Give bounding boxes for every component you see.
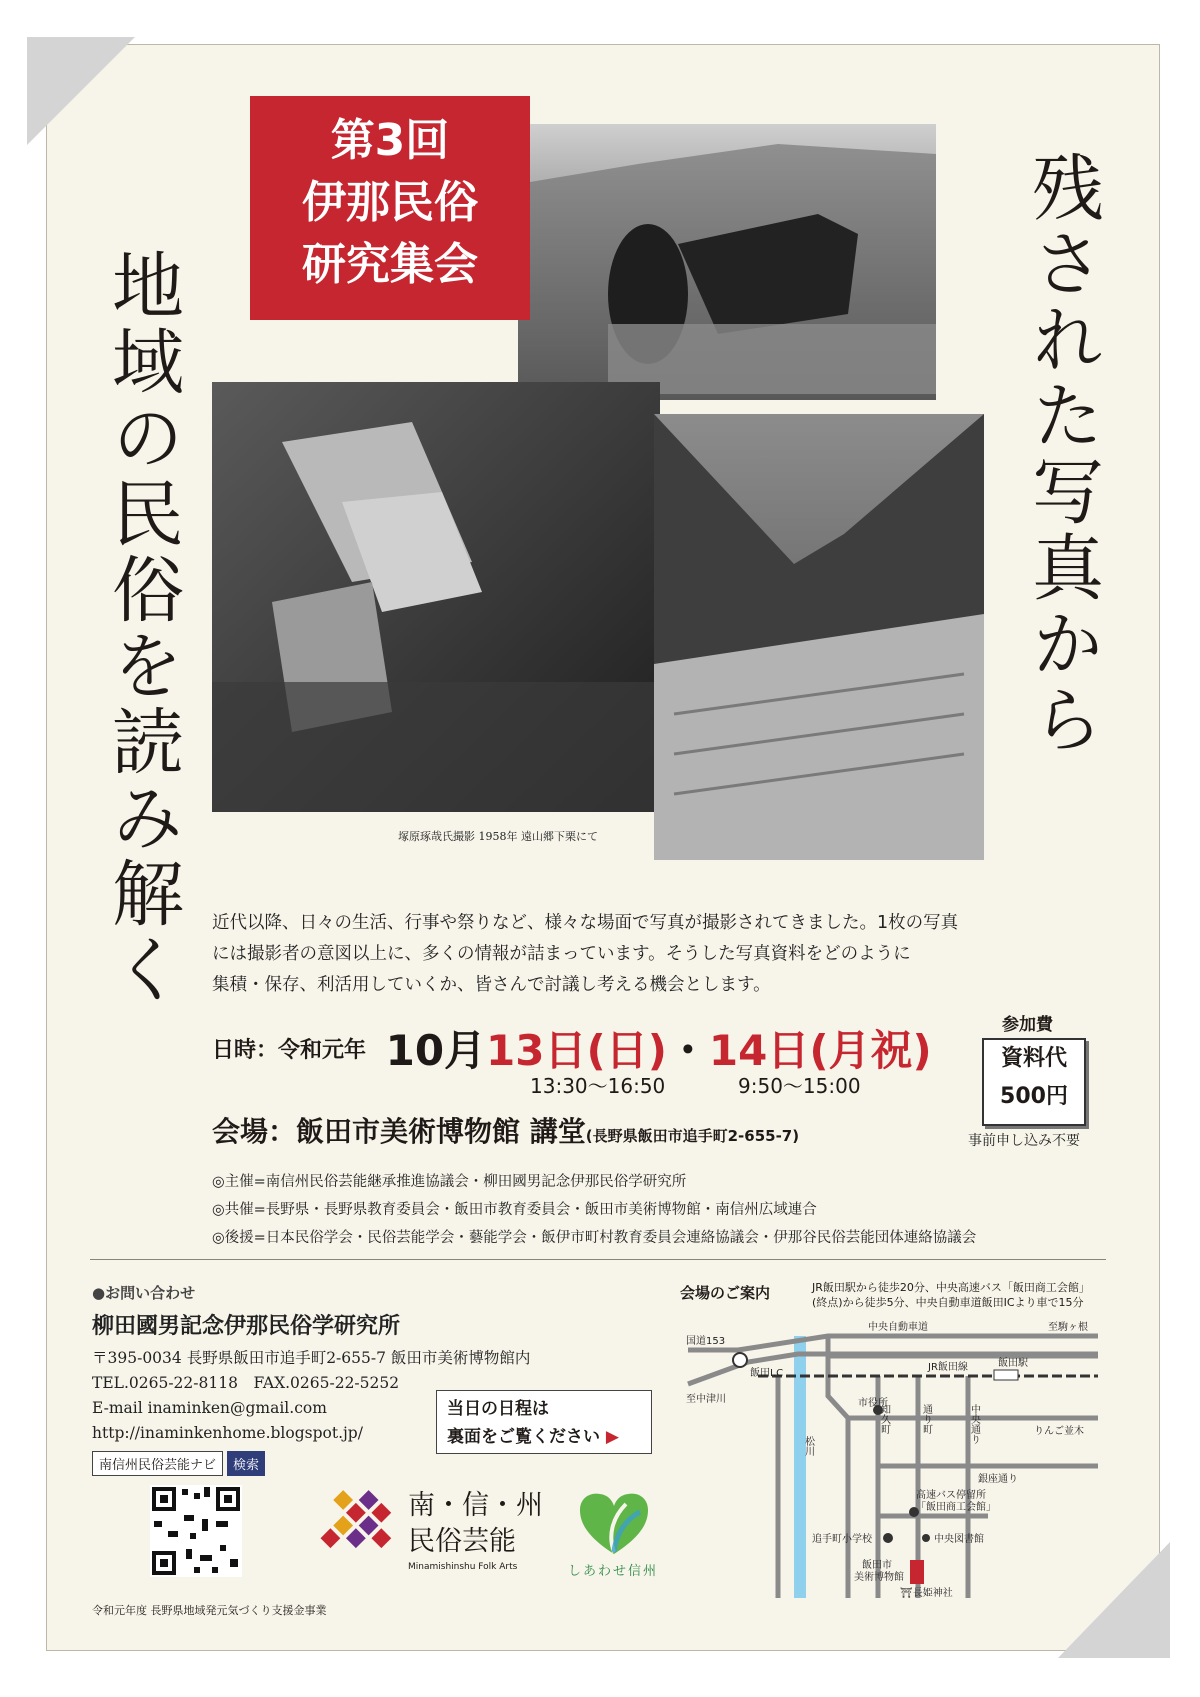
schedule-line-1: 当日の日程は (447, 1399, 549, 1419)
search-term: 南信州民俗芸能ナビ (92, 1451, 223, 1476)
date-month: 10月 (385, 1026, 487, 1075)
time-day2: 9:50〜15:00 (738, 1074, 861, 1098)
map-label: 銀座通り (978, 1474, 1018, 1485)
map-label: 中央通り (968, 1404, 980, 1444)
fee-line-1: 資料代 (1000, 1046, 1067, 1071)
fee-label: 参加費 (1002, 1015, 1053, 1035)
map-label: 飯田市 (862, 1560, 892, 1571)
minami-logo-en: Minamishinshu Folk Arts (408, 1562, 518, 1572)
description-line: には撮影者の意図以上に、多くの情報が詰まっています。そうした写真資料をどのように (212, 944, 911, 964)
badge-line-3: 研究集会 (302, 239, 478, 290)
date-day2: 14日(月祝) (708, 1026, 932, 1075)
fee-box (982, 1038, 1086, 1126)
map-label: 追手町小学校 (812, 1534, 872, 1545)
schedule-line-2: 裏面をご覧ください (447, 1427, 600, 1447)
organizer-line: ◎主催=南信州民俗芸能継承推進協議会・柳田國男記念伊那民俗学研究所 (212, 1174, 687, 1190)
map-label: ⛩長姫神社 (900, 1588, 953, 1598)
fee-note: 事前申し込み不要 (968, 1133, 1080, 1149)
contact-org: 柳田國男記念伊那民俗学研究所 (92, 1314, 401, 1339)
map-label: 「飯田商工会館」 (916, 1502, 996, 1513)
shiawase-logo-text: しあわせ信州 (568, 1564, 659, 1579)
minami-logo-line-2: 民俗芸能 (408, 1526, 516, 1557)
contact-email[interactable]: E-mail inaminken@gmail.com (92, 1399, 327, 1417)
minami-logo-text (408, 1488, 543, 1574)
contact-url[interactable]: http://inaminkenhome.blogspot.jp/ (92, 1424, 363, 1442)
badge-line-2: 伊那民俗 (302, 177, 478, 228)
venue (212, 1110, 799, 1150)
event-date (212, 1018, 932, 1078)
date-separator: ・ (666, 1026, 709, 1075)
event-badge (250, 96, 530, 320)
shiawase-logo-icon (578, 1492, 650, 1558)
description-line: 集積・保存、利活用していくか、皆さんで討議し考える機会とします。 (212, 975, 771, 995)
organizer-line: ◎共催=長野県・長野県教育委員会・飯田市教育委員会・飯田市美術博物館・南信州広域連合 (212, 1202, 817, 1218)
map-label: 美術博物館 (854, 1572, 904, 1583)
map-label: 飯田駅 (998, 1358, 1028, 1369)
venue-label: 会場：飯田市美術博物館 講堂 (212, 1115, 586, 1148)
schedule-note (436, 1390, 652, 1454)
date-label: 日時：令和元年 (212, 1038, 367, 1063)
map-label: 飯田I.C (750, 1368, 784, 1379)
triangle-right-icon: ▶ (605, 1427, 619, 1447)
map-label: 通り町 (920, 1404, 932, 1434)
photo-valley (654, 414, 984, 860)
photo-horse (518, 124, 936, 400)
divider (90, 1259, 1106, 1260)
map-label: JR飯田線 (928, 1362, 968, 1373)
map-label: 松川 (802, 1436, 814, 1456)
map-label: 至駒ヶ根 (1048, 1322, 1088, 1333)
time-day1: 13:30〜16:50 (530, 1074, 666, 1098)
venue-address: (長野県飯田市追手町2-655-7) (585, 1127, 800, 1145)
title-left: 地域の民俗を読み解く (100, 248, 184, 1008)
description-line: 近代以降、日々の生活、行事や祭りなど、様々な場面で写真が撮影されてきました。1枚の写真 (212, 913, 959, 933)
photo-village (212, 382, 660, 812)
qr-code (150, 1485, 242, 1577)
map-label: りんご並木 (1034, 1426, 1084, 1437)
badge-line-1: 第3回 (330, 115, 450, 166)
search-button[interactable]: 検索 (227, 1451, 265, 1476)
map-label: 高速バス停留所 (916, 1490, 986, 1501)
organizer-line: ◎後援=日本民俗学会・民俗芸能学会・藝能学会・飯伊市町村教育委員会連絡協議会・伊那谷民俗芸能団体連絡協議会 (212, 1230, 977, 1246)
map-label: 知久町 (878, 1404, 890, 1434)
map-label: 至中津川 (686, 1394, 726, 1405)
map-heading: 会場のご案内 (680, 1284, 771, 1302)
map-access-line: (終点)から徒歩5分、中央自動車道飯田ICより車で15分 (812, 1296, 1084, 1309)
footer-note: 令和元年度 長野県地域発元気づくり支援金事業 (92, 1604, 327, 1617)
fee-line-2: 500円 (1000, 1084, 1068, 1109)
contact-phone: TEL.0265-22-8118 FAX.0265-22-5252 (92, 1374, 400, 1392)
search-box[interactable] (92, 1451, 265, 1476)
map-access (812, 1280, 1090, 1310)
map-access-line: JR飯田駅から徒歩20分、中央高速バス「飯田商工会館」 (812, 1281, 1090, 1294)
contact-heading: ●お問い合わせ (92, 1284, 196, 1302)
map-label: 中央自動車道 (868, 1322, 928, 1333)
venue-map (678, 1316, 1108, 1598)
event-description (212, 908, 1012, 1001)
photo-caption: 塚原琢哉氏撮影 1958年 遠山郷下栗にて (398, 830, 598, 843)
minami-logo-line-1: 南・信・州 (408, 1490, 543, 1521)
date-day1: 13日(日) (486, 1026, 667, 1075)
map-label: 中央図書館 (934, 1534, 984, 1545)
minami-logo-mark (312, 1488, 404, 1570)
map-label: 市役所 (858, 1398, 888, 1409)
title-right: 残された写真から (1020, 150, 1104, 758)
map-label: 国道153 (686, 1336, 726, 1347)
organizers (212, 1168, 976, 1252)
contact-address: 〒395-0034 長野県飯田市追手町2-655-7 飯田市美術博物館内 (92, 1349, 531, 1367)
